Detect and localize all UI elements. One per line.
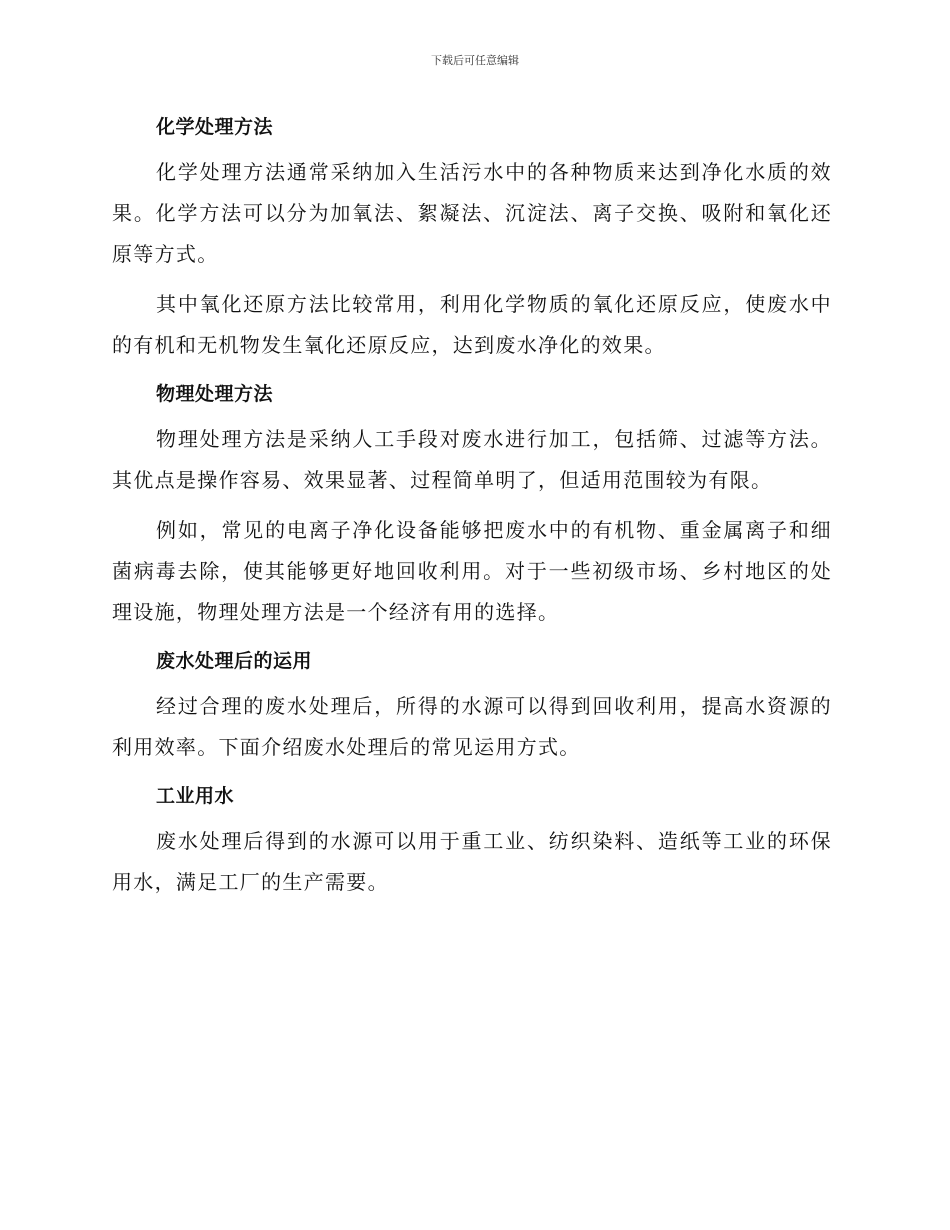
paragraph: 废水处理后得到的水源可以用于重工业、纺织染料、造纸等工业的环保用水，满足工厂的生产需要。 [112, 829, 832, 894]
paragraph: 经过合理的废水处理后，所得的水源可以得到回收利用，提高水资源的利用效率。下面介绍废水处理后的常见运用方式。 [112, 694, 832, 759]
paragraph: 其中氧化还原方法比较常用，利用化学物质的氧化还原反应，使废水中的有机和无机物发生氧化还原反应，达到废水净化的效果。 [112, 292, 832, 357]
section-heading-industrial-water: 工业用水 [156, 785, 235, 807]
section-heading-reuse: 废水处理后的运用 [156, 650, 313, 672]
paragraph: 物理处理方法是采纳人工手段对废水进行加工，包括筛、过滤等方法。其优点是操作容易、效果显著、过程简单明了，但适用范围较为有限。 [112, 427, 832, 492]
section-heading-chemical: 化学处理方法 [156, 116, 274, 138]
section-heading-physical: 物理处理方法 [156, 383, 274, 405]
page-header: 下载后可任意编辑 [431, 54, 519, 67]
paragraph: 例如，常见的电离子净化设备能够把废水中的有机物、重金属离子和细菌病毒去除，使其能够更好地回收利用。对于一些初级市场、乡村地区的处理设施，物理处理方法是一个经济有用的选择。 [112, 518, 832, 624]
paragraph: 化学处理方法通常采纳加入生活污水中的各种物质来达到净化水质的效果。化学方法可以分为加氧法、絮凝法、沉淀法、离子交换、吸附和氧化还原等方式。 [112, 160, 832, 266]
document-body [112, 108, 832, 912]
